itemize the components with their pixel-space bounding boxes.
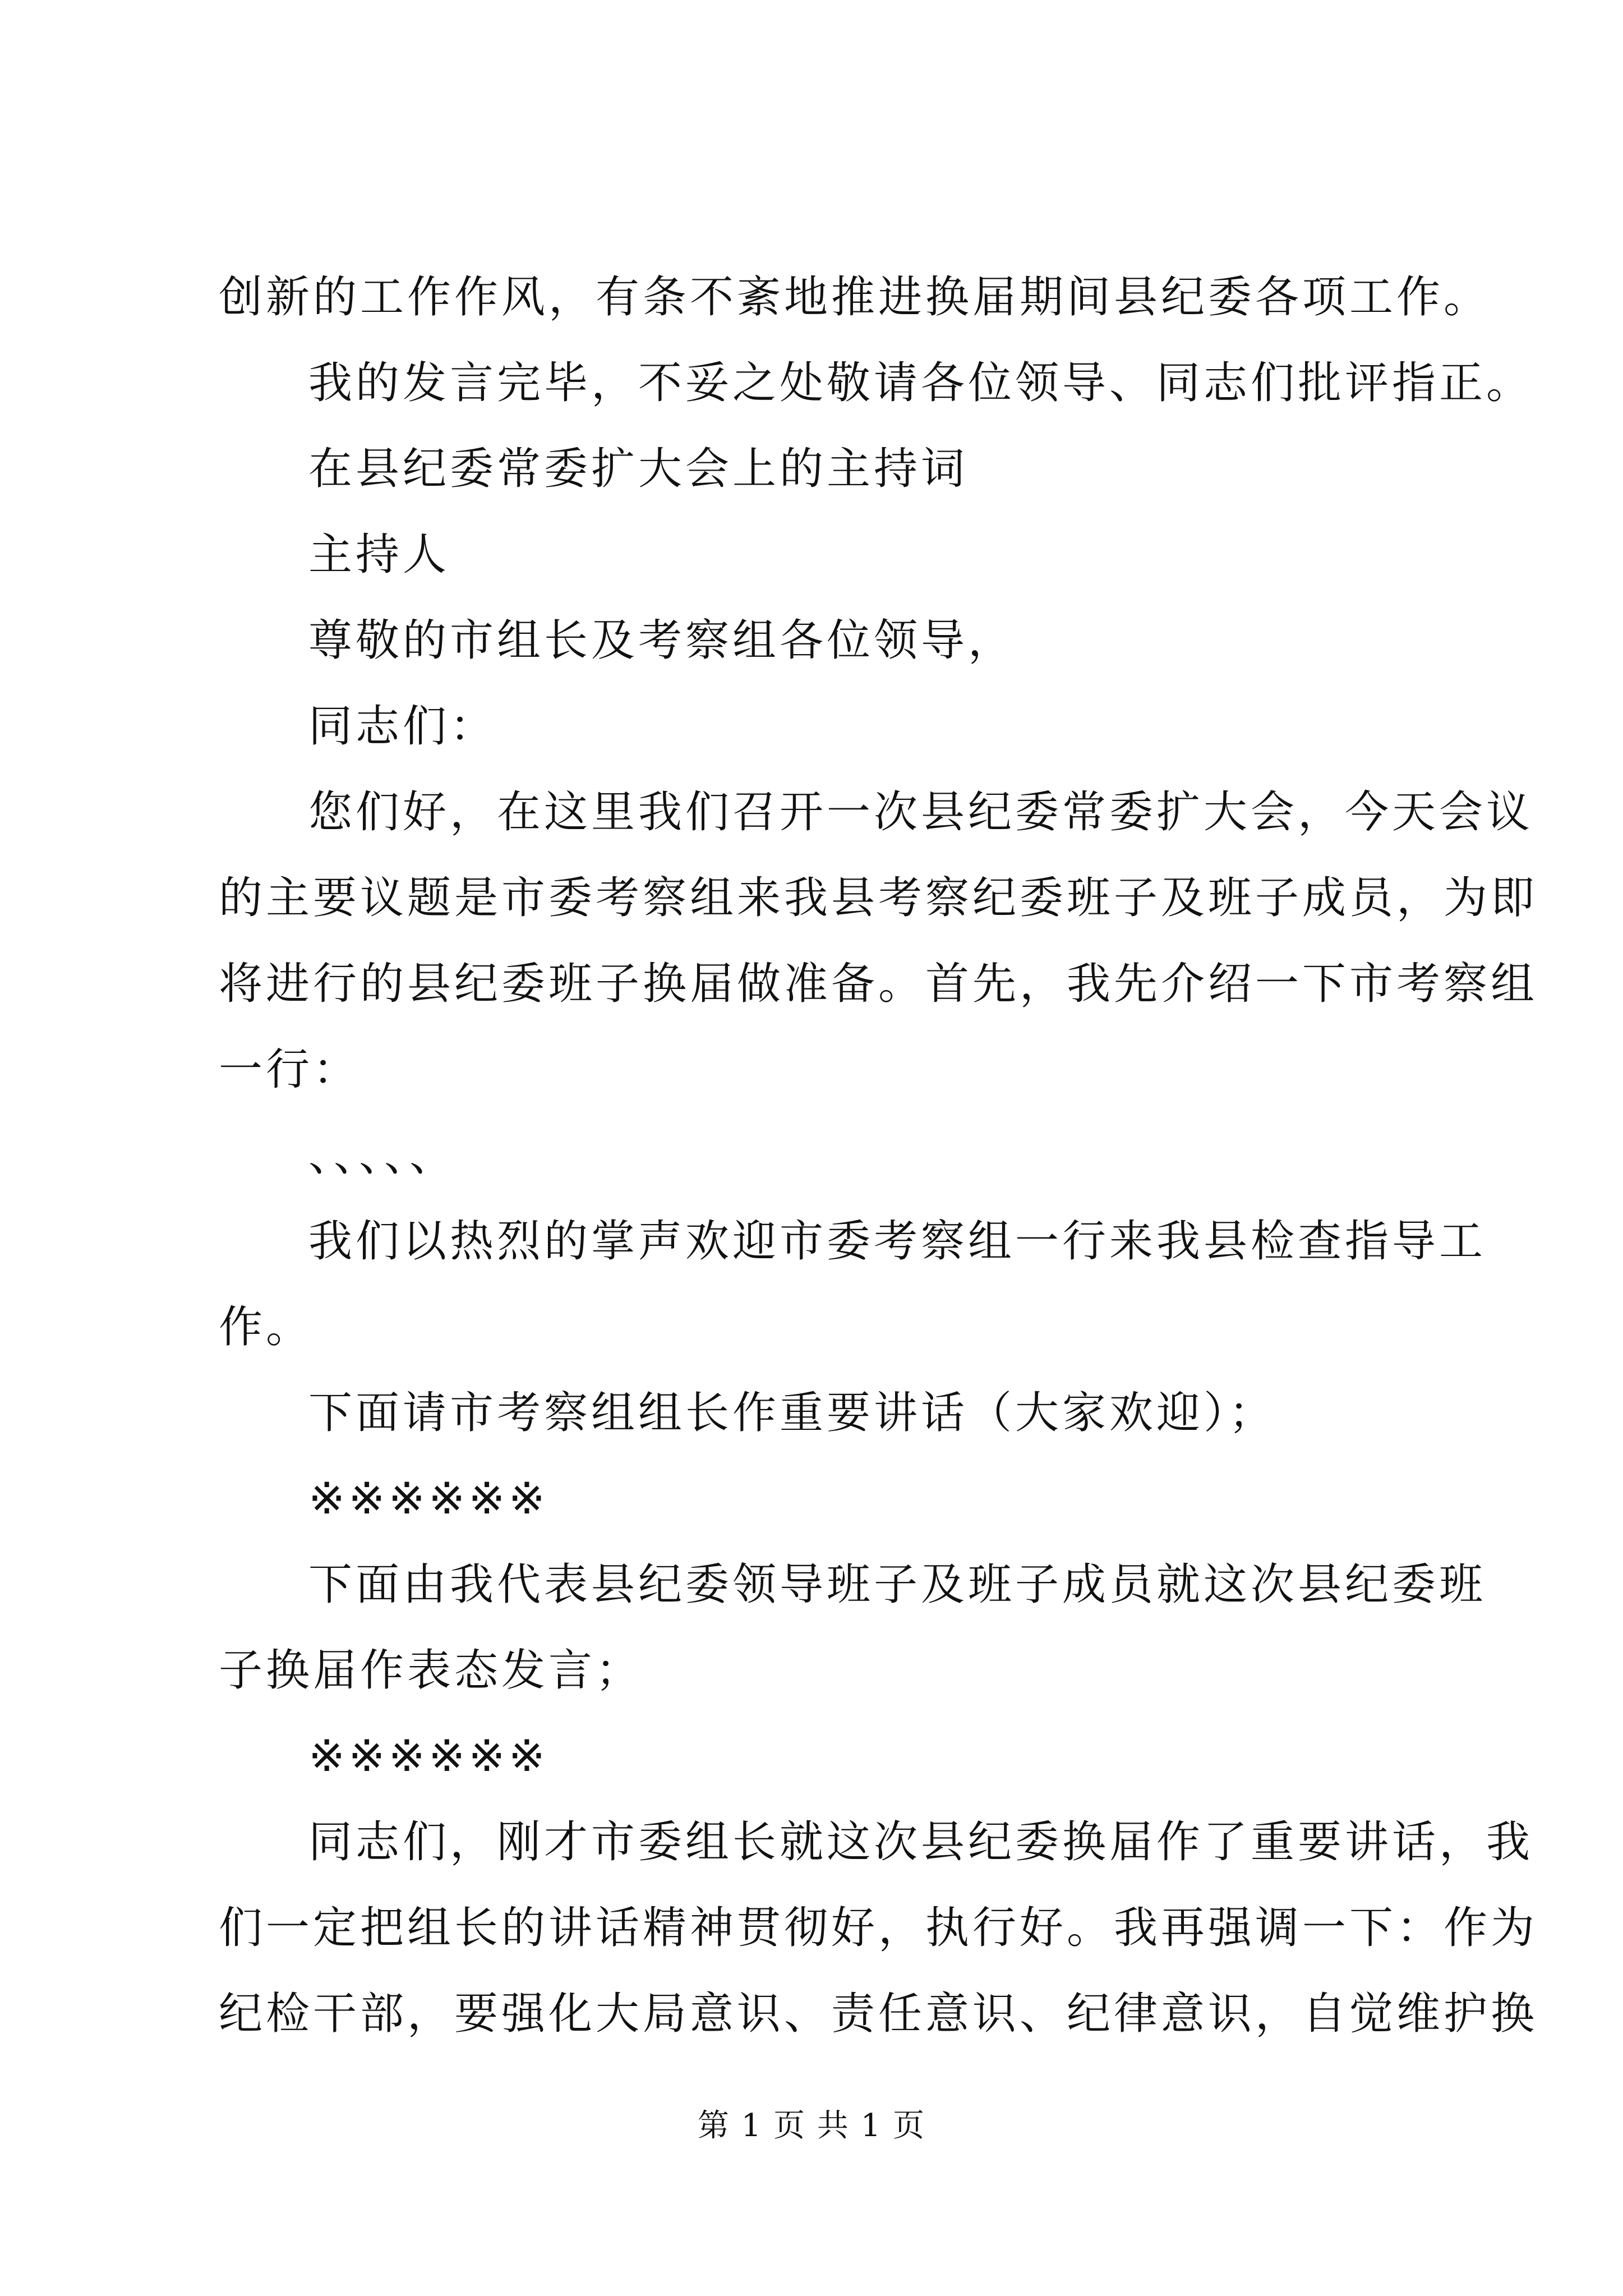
section-title: 在县纪委常委扩大会上的主持词 [308,444,969,494]
page-footer: 第 1 页 共 1 页 [697,2108,926,2144]
placeholder-marks: ※※※※※※ [308,1731,549,1782]
placeholder-marks: ※※※※※※ [308,1474,549,1524]
paragraph-line: 一行： [219,1045,361,1095]
paragraph-line: 的主要议题是市委考察组来我县考察纪委班子及班子成员，为即 [219,873,1538,923]
paragraph-line: 下面由我代表县纪委领导班子及班子成员就这次县纪委班 [308,1559,1487,1610]
paragraph-line: 下面请市考察组组长作重要讲话（大家欢迎）； [308,1388,1276,1438]
salutation-line: 尊敬的市组长及考察组各位领导， [308,615,1016,666]
text-line-continuation: 创新的工作作风，有条不紊地推进换届期间县纪委各项工作。 [219,272,1491,323]
paragraph-line: 您们好，在这里我们召开一次县纪委常委扩大会，今天会议 [308,787,1534,838]
paragraph-line: 子换届作表态发言； [219,1645,643,1696]
paragraph-line: 纪检干部，要强化大局意识、责任意识、纪律意识，自觉维护换 [219,1989,1538,2039]
paragraph-line: 我们以热烈的掌声欢迎市委考察组一行来我县检查指导工 [308,1216,1487,1267]
speaker-label: 主持人 [308,530,450,580]
paragraph-line: 同志们，刚才市委组长就这次县纪委换届作了重要讲话，我 [308,1817,1534,1867]
text-line-closing: 我的发言完毕，不妥之处敬请各位领导、同志们批评指正。 [308,358,1534,408]
paragraph-line: 将进行的县纪委班子换届做准备。首先，我先介绍一下市考察组 [219,959,1538,1009]
paragraph-line: 们一定把组长的讲话精神贯彻好，执行好。我再强调一下：作为 [219,1903,1538,1953]
salutation-line: 同志们： [308,701,497,752]
placeholder-marks: 、、、、、 [308,1130,457,1181]
paragraph-line: 作。 [219,1302,313,1352]
